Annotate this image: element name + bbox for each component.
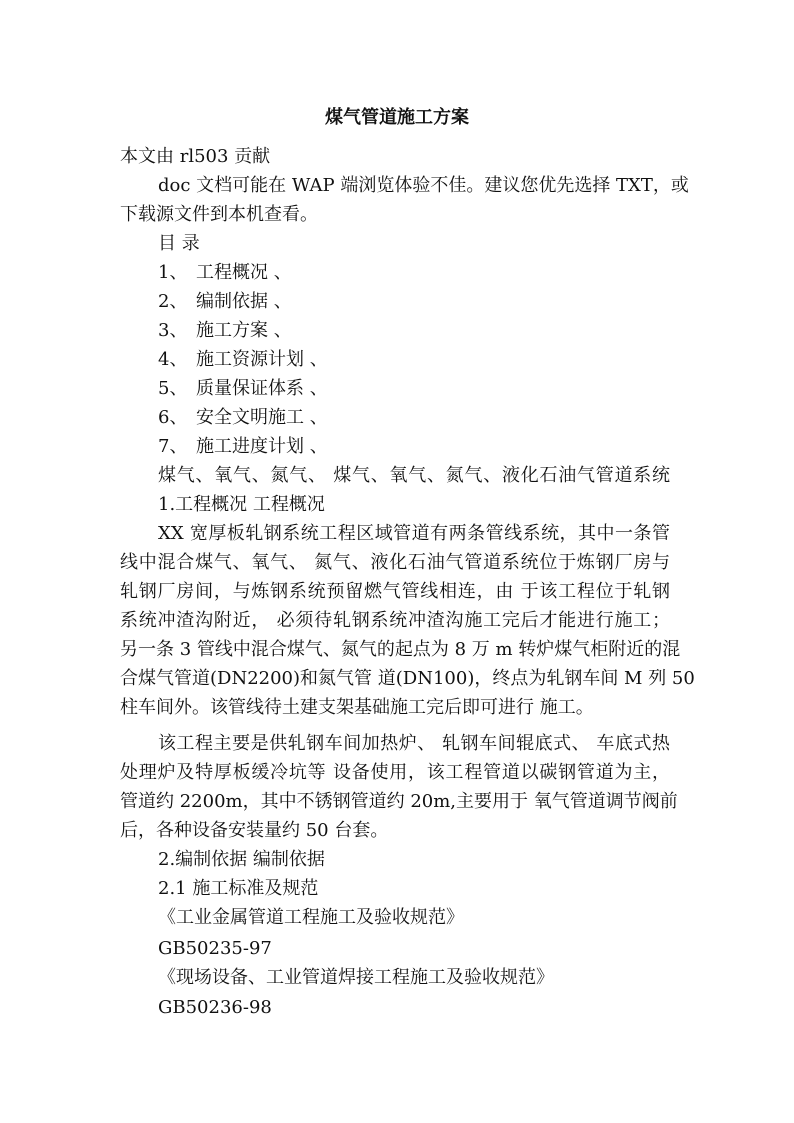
toc-heading: 目 录 <box>158 233 200 254</box>
toc-item <box>158 375 328 403</box>
toc-item-number: 2、 <box>158 291 188 312</box>
toc-item <box>158 288 292 316</box>
standard-name: 《工业金属管道工程施工及验收规范》 <box>158 907 464 928</box>
contributor-line: 本文由 rl503 贡献 <box>120 146 271 167</box>
paragraph-line: 轧钢厂房间，与炼钢系统预留燃气管线相连，由 于该工程位于轧钢 <box>120 581 670 602</box>
standard-name: 《现场设备、工业管道焊接工程施工及验收规范》 <box>158 967 554 988</box>
notice-line-2: 下载源文件到本机查看。 <box>120 204 318 225</box>
toc-item <box>158 317 292 345</box>
paragraph-line: 系统冲渣沟附近， 必须待轧钢系统冲渣沟施工完后才能进行施工； <box>120 610 670 631</box>
paragraph-line: 处理炉及特厚板缓冷坑等 设备使用，该工程管道以碳钢管道为主， <box>120 762 670 783</box>
toc-item-label: 工程概况 、 <box>196 262 292 283</box>
paragraph-line: 另一条 3 管线中混合煤气、氮气的起点为 8 万 m 转炉煤气柜附近的混 <box>120 639 681 660</box>
toc-item-number: 5、 <box>158 378 188 399</box>
notice-line-1: doc 文档可能在 WAP 端浏览体验不佳。建议您优先选择 TXT，或 <box>158 175 689 196</box>
toc-item-label: 编制依据 、 <box>196 291 292 312</box>
toc-item <box>158 346 328 374</box>
section-2-heading: 2.编制依据 编制依据 <box>158 849 325 870</box>
section-1-heading: 1.工程概况 工程概况 <box>158 494 325 515</box>
toc-item-label: 安全文明施工 、 <box>196 407 328 428</box>
toc-item-number: 6、 <box>158 407 188 428</box>
paragraph-line: 该工程主要是供轧钢车间加热炉、 轧钢车间辊底式、 车底式热 <box>158 733 670 754</box>
paragraph-line: 线中混合煤气、氧气、 氮气、液化石油气管道系统位于炼钢厂房与 <box>120 552 670 573</box>
standard-code: GB50236-98 <box>158 997 272 1018</box>
paragraph-line: XX 宽厚板轧钢系统工程区域管道有两条管线系统，其中一条管 <box>158 523 670 544</box>
document-title: 煤气管道施工方案 <box>325 107 469 128</box>
toc-item <box>158 433 328 461</box>
toc-item-label: 质量保证体系 、 <box>196 378 328 399</box>
paragraph-line: 柱车间外。该管线待土建支架基础施工完后即可进行 施工。 <box>120 697 594 718</box>
paragraph-line: 管道约 2200m，其中不锈钢管道约 20m,主要用于 氧气管道调节阀前 <box>120 791 678 812</box>
standard-code: GB50235-97 <box>158 938 272 959</box>
toc-item-label: 施工进度计划 、 <box>196 436 328 457</box>
paragraph-line: 合煤气管道(DN2200)和氮气管 道(DN100)，终点为轧钢车间 M 列 50 <box>120 668 695 689</box>
toc-item-number: 1、 <box>158 262 188 283</box>
toc-item <box>158 259 292 287</box>
toc-item-number: 3、 <box>158 320 188 341</box>
toc-item-number: 4、 <box>158 349 188 370</box>
toc-item-label: 施工方案 、 <box>196 320 292 341</box>
paragraph-line: 后，各种设备安装量约 50 台套。 <box>120 820 389 841</box>
toc-item-number: 7、 <box>158 436 188 457</box>
toc-item-label: 施工资源计划 、 <box>196 349 328 370</box>
toc-item <box>158 404 328 432</box>
section-2-1-heading: 2.1 施工标准及规范 <box>158 878 319 899</box>
system-subtitle: 煤气、氧气、氮气、 煤气、氧气、氮气、液化石油气管道系统 <box>158 465 670 486</box>
